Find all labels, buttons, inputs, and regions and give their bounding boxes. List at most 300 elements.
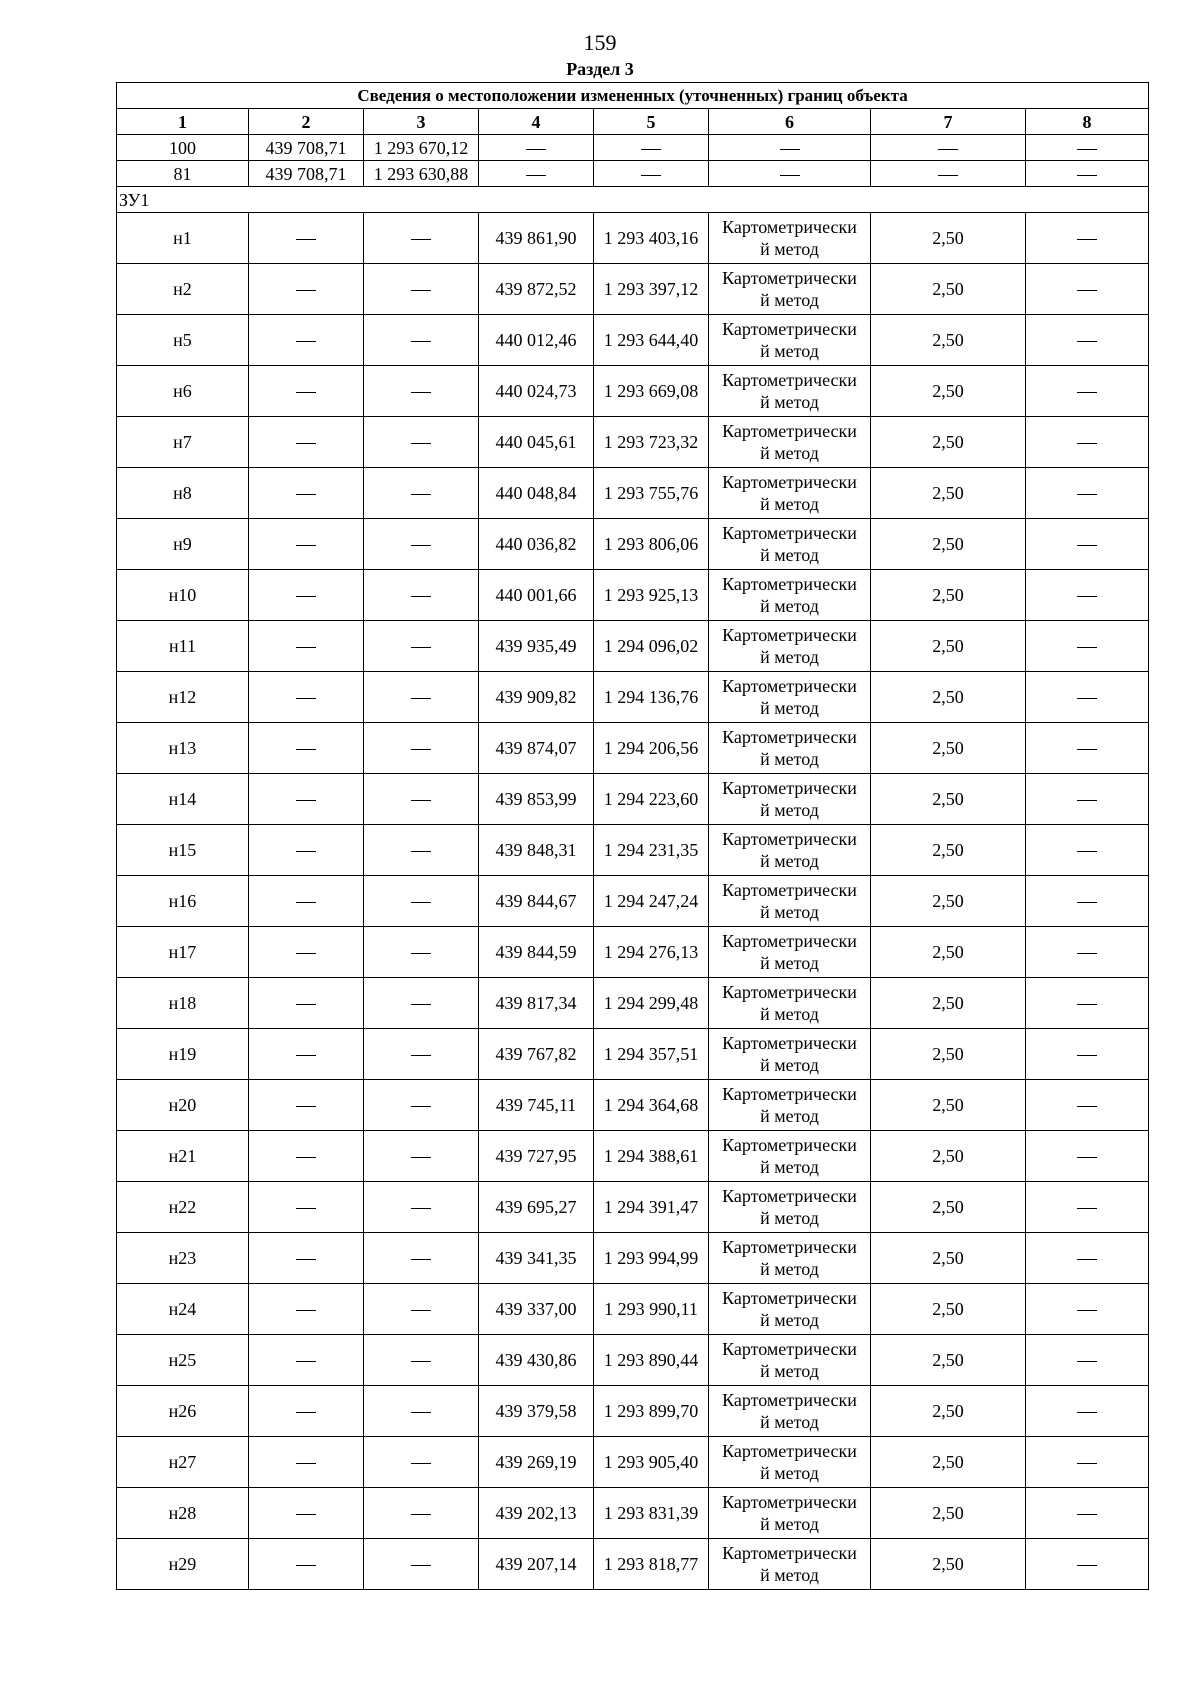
accuracy-cell: 2,50 (871, 1029, 1026, 1080)
table-row (117, 315, 1149, 366)
method-line: Картометрически (722, 1492, 857, 1512)
new-y: 1 293 723,32 (594, 417, 709, 468)
description-cell (1026, 366, 1149, 417)
accuracy-cell: 2,50 (871, 519, 1026, 570)
dash-mark (641, 175, 661, 176)
point-number: н22 (117, 1182, 249, 1233)
method-cell (709, 519, 871, 570)
dash-mark (296, 443, 316, 444)
point-number: н5 (117, 315, 249, 366)
new-x: 439 848,31 (479, 825, 594, 876)
dash-mark (296, 392, 316, 393)
method-cell (709, 1182, 871, 1233)
method-line: й метод (760, 1361, 819, 1381)
new-y: 1 294 231,35 (594, 825, 709, 876)
dash-mark (296, 1106, 316, 1107)
method-line: й метод (760, 443, 819, 463)
existing-x (249, 417, 364, 468)
method-line: Картометрически (722, 1543, 857, 1563)
new-y: 1 294 364,68 (594, 1080, 709, 1131)
dash-mark (780, 175, 800, 176)
existing-x (249, 978, 364, 1029)
point-number: н10 (117, 570, 249, 621)
accuracy-cell: 2,50 (871, 417, 1026, 468)
method-line: Картометрически (722, 1084, 857, 1104)
dash-mark (296, 1004, 316, 1005)
new-x (479, 135, 594, 161)
new-x: 439 379,58 (479, 1386, 594, 1437)
new-y (594, 161, 709, 187)
group-label: ЗУ1 (117, 187, 1149, 213)
method-line: й метод (760, 1208, 819, 1228)
dash-mark (1077, 290, 1097, 291)
existing-y (364, 876, 479, 927)
point-number: н7 (117, 417, 249, 468)
method-line: Картометрически (722, 472, 857, 492)
new-y: 1 294 276,13 (594, 927, 709, 978)
method-line: Картометрически (722, 574, 857, 594)
dash-mark (780, 149, 800, 150)
description-cell (1026, 468, 1149, 519)
method-line: Картометрически (722, 523, 857, 543)
group-row (117, 187, 1149, 213)
new-x: 440 001,66 (479, 570, 594, 621)
description-cell (1026, 774, 1149, 825)
new-y: 1 294 391,47 (594, 1182, 709, 1233)
existing-x (249, 1080, 364, 1131)
new-y: 1 293 806,06 (594, 519, 709, 570)
existing-x: 439 708,71 (249, 135, 364, 161)
description-cell (1026, 723, 1149, 774)
description-cell (1026, 1386, 1149, 1437)
dash-mark (1077, 1463, 1097, 1464)
method-line: Картометрически (722, 982, 857, 1002)
existing-y (364, 723, 479, 774)
dash-mark (938, 175, 958, 176)
description-cell (1026, 1029, 1149, 1080)
new-y: 1 294 247,24 (594, 876, 709, 927)
existing-y (364, 366, 479, 417)
dash-mark (411, 443, 431, 444)
method-line: й метод (760, 341, 819, 361)
existing-y (364, 774, 479, 825)
existing-y (364, 1131, 479, 1182)
dash-mark (411, 1463, 431, 1464)
method-cell (709, 1437, 871, 1488)
dash-mark (411, 392, 431, 393)
description-cell (1026, 1233, 1149, 1284)
table-caption: Сведения о местоположении измененных (уточненных) границ объекта (117, 83, 1149, 109)
existing-x (249, 213, 364, 264)
new-x: 439 935,49 (479, 621, 594, 672)
method-cell (709, 1284, 871, 1335)
existing-x (249, 1182, 364, 1233)
table-row (117, 161, 1149, 187)
accuracy-cell: 2,50 (871, 570, 1026, 621)
method-line: й метод (760, 290, 819, 310)
dash-mark (296, 1514, 316, 1515)
existing-y (364, 417, 479, 468)
page-number: 159 (583, 30, 617, 55)
dash-mark (1077, 1004, 1097, 1005)
accuracy-cell (871, 161, 1026, 187)
dash-mark (296, 647, 316, 648)
description-cell (1026, 1335, 1149, 1386)
dash-mark (296, 290, 316, 291)
existing-y (364, 1080, 479, 1131)
existing-y (364, 264, 479, 315)
method-cell (709, 468, 871, 519)
new-y: 1 293 890,44 (594, 1335, 709, 1386)
dash-mark (411, 1157, 431, 1158)
point-number: н27 (117, 1437, 249, 1488)
method-line: Картометрически (722, 217, 857, 237)
existing-y (364, 315, 479, 366)
method-cell (709, 570, 871, 621)
column-header: 3 (364, 109, 479, 135)
point-number: н1 (117, 213, 249, 264)
dash-mark (411, 1412, 431, 1413)
existing-y (364, 468, 479, 519)
method-line: Картометрически (722, 931, 857, 951)
point-number: н8 (117, 468, 249, 519)
accuracy-cell (871, 135, 1026, 161)
new-y: 1 294 206,56 (594, 723, 709, 774)
existing-x (249, 1335, 364, 1386)
dash-mark (1077, 1514, 1097, 1515)
method-line: й метод (760, 1463, 819, 1483)
accuracy-cell: 2,50 (871, 876, 1026, 927)
new-x: 439 861,90 (479, 213, 594, 264)
method-line: й метод (760, 1259, 819, 1279)
dash-mark (296, 749, 316, 750)
table-row (117, 570, 1149, 621)
description-cell (1026, 978, 1149, 1029)
method-line: й метод (760, 851, 819, 871)
dash-mark (411, 341, 431, 342)
method-cell (709, 876, 871, 927)
point-number: н19 (117, 1029, 249, 1080)
point-number: н15 (117, 825, 249, 876)
dash-mark (296, 341, 316, 342)
accuracy-cell: 2,50 (871, 315, 1026, 366)
dash-mark (1077, 149, 1097, 150)
method-line: Картометрически (722, 727, 857, 747)
method-line: й метод (760, 647, 819, 667)
new-y: 1 293 994,99 (594, 1233, 709, 1284)
method-line: Картометрически (722, 1186, 857, 1206)
dash-mark (1077, 392, 1097, 393)
existing-y (364, 1386, 479, 1437)
description-cell (1026, 1488, 1149, 1539)
boundary-table (116, 82, 1149, 1590)
method-line: Картометрически (722, 880, 857, 900)
new-y: 1 293 925,13 (594, 570, 709, 621)
existing-x (249, 366, 364, 417)
method-line: Картометрически (722, 1288, 857, 1308)
method-line: Картометрически (722, 1339, 857, 1359)
dash-mark (296, 1412, 316, 1413)
table-row (117, 468, 1149, 519)
description-cell (1026, 621, 1149, 672)
table-row (117, 978, 1149, 1029)
description-cell (1026, 1131, 1149, 1182)
new-x: 439 430,86 (479, 1335, 594, 1386)
new-y: 1 293 403,16 (594, 213, 709, 264)
existing-x (249, 1131, 364, 1182)
dash-mark (1077, 1361, 1097, 1362)
dash-mark (411, 1055, 431, 1056)
dash-mark (296, 596, 316, 597)
new-x: 439 872,52 (479, 264, 594, 315)
new-y: 1 294 299,48 (594, 978, 709, 1029)
point-number: н11 (117, 621, 249, 672)
dash-mark (296, 1259, 316, 1260)
accuracy-cell: 2,50 (871, 1488, 1026, 1539)
description-cell (1026, 1080, 1149, 1131)
dash-mark (1077, 1208, 1097, 1209)
dash-mark (411, 1259, 431, 1260)
existing-y (364, 1539, 479, 1590)
table-row (117, 366, 1149, 417)
method-line: й метод (760, 1565, 819, 1585)
dash-mark (1077, 1259, 1097, 1260)
method-line: й метод (760, 1412, 819, 1432)
accuracy-cell: 2,50 (871, 1131, 1026, 1182)
dash-mark (296, 1055, 316, 1056)
new-y: 1 293 990,11 (594, 1284, 709, 1335)
method-line: й метод (760, 902, 819, 922)
method-cell (709, 1080, 871, 1131)
new-y: 1 294 136,76 (594, 672, 709, 723)
point-number: н12 (117, 672, 249, 723)
description-cell (1026, 876, 1149, 927)
method-line: й метод (760, 1514, 819, 1534)
method-line: Картометрически (722, 829, 857, 849)
method-line: й метод (760, 698, 819, 718)
existing-x (249, 774, 364, 825)
accuracy-cell: 2,50 (871, 1335, 1026, 1386)
method-cell (709, 1539, 871, 1590)
dash-mark (296, 800, 316, 801)
dash-mark (411, 749, 431, 750)
table-row (117, 927, 1149, 978)
method-line: Картометрически (722, 421, 857, 441)
existing-y (364, 570, 479, 621)
dash-mark (1077, 1055, 1097, 1056)
dash-mark (296, 1157, 316, 1158)
table-row (117, 1080, 1149, 1131)
new-y: 1 293 644,40 (594, 315, 709, 366)
existing-x (249, 519, 364, 570)
table-row (117, 1131, 1149, 1182)
table-row (117, 774, 1149, 825)
existing-x (249, 1029, 364, 1080)
new-x: 439 853,99 (479, 774, 594, 825)
existing-y (364, 1182, 479, 1233)
new-x: 440 036,82 (479, 519, 594, 570)
dash-mark (411, 1004, 431, 1005)
existing-x (249, 723, 364, 774)
description-cell (1026, 825, 1149, 876)
method-cell (709, 135, 871, 161)
existing-y (364, 927, 479, 978)
dash-mark (296, 1361, 316, 1362)
table-row (117, 1386, 1149, 1437)
existing-y (364, 672, 479, 723)
method-line: Картометрически (722, 1033, 857, 1053)
table-row (117, 135, 1149, 161)
method-line: й метод (760, 545, 819, 565)
column-header: 1 (117, 109, 249, 135)
column-header: 5 (594, 109, 709, 135)
method-line: й метод (760, 800, 819, 820)
method-cell (709, 927, 871, 978)
dash-mark (1077, 1157, 1097, 1158)
description-cell (1026, 135, 1149, 161)
table-row (117, 1284, 1149, 1335)
method-cell (709, 417, 871, 468)
accuracy-cell: 2,50 (871, 1080, 1026, 1131)
point-number: н28 (117, 1488, 249, 1539)
new-y: 1 294 388,61 (594, 1131, 709, 1182)
dash-mark (1077, 800, 1097, 801)
new-x: 439 745,11 (479, 1080, 594, 1131)
point-number: н14 (117, 774, 249, 825)
existing-x (249, 621, 364, 672)
dash-mark (1077, 443, 1097, 444)
existing-y (364, 519, 479, 570)
method-line: Картометрически (722, 268, 857, 288)
dash-mark (411, 494, 431, 495)
dash-mark (1077, 494, 1097, 495)
description-cell (1026, 264, 1149, 315)
method-line: й метод (760, 1310, 819, 1330)
method-cell (709, 774, 871, 825)
accuracy-cell: 2,50 (871, 264, 1026, 315)
dash-mark (296, 545, 316, 546)
existing-y (364, 621, 479, 672)
accuracy-cell: 2,50 (871, 1182, 1026, 1233)
column-header: 7 (871, 109, 1026, 135)
dash-mark (411, 596, 431, 597)
method-cell (709, 213, 871, 264)
existing-x (249, 876, 364, 927)
description-cell (1026, 672, 1149, 723)
table-row (117, 621, 1149, 672)
method-line: Картометрически (722, 676, 857, 696)
table-row (117, 1233, 1149, 1284)
method-line: Картометрически (722, 1441, 857, 1461)
existing-x (249, 1437, 364, 1488)
method-line: Картометрически (722, 319, 857, 339)
dash-mark (296, 1310, 316, 1311)
dash-mark (411, 1565, 431, 1566)
existing-x (249, 825, 364, 876)
dash-mark (1077, 953, 1097, 954)
table-row (117, 1029, 1149, 1080)
new-x: 439 207,14 (479, 1539, 594, 1590)
existing-y (364, 213, 479, 264)
dash-mark (411, 1514, 431, 1515)
new-x: 439 817,34 (479, 978, 594, 1029)
new-y: 1 293 905,40 (594, 1437, 709, 1488)
dash-mark (1077, 175, 1097, 176)
table-row (117, 825, 1149, 876)
new-y: 1 293 755,76 (594, 468, 709, 519)
method-line: Картометрически (722, 370, 857, 390)
new-x: 439 767,82 (479, 1029, 594, 1080)
method-cell (709, 264, 871, 315)
dash-mark (526, 175, 546, 176)
point-number: н16 (117, 876, 249, 927)
dash-mark (296, 851, 316, 852)
existing-x (249, 927, 364, 978)
table-row (117, 264, 1149, 315)
dash-mark (411, 545, 431, 546)
point-number: н24 (117, 1284, 249, 1335)
dash-mark (296, 239, 316, 240)
dash-mark (411, 800, 431, 801)
column-header: 6 (709, 109, 871, 135)
column-header: 4 (479, 109, 594, 135)
dash-mark (641, 149, 661, 150)
dash-mark (296, 1565, 316, 1566)
dash-mark (296, 1463, 316, 1464)
new-y: 1 293 831,39 (594, 1488, 709, 1539)
method-line: й метод (760, 1004, 819, 1024)
section-title: Раздел 3 (566, 59, 634, 79)
existing-x (249, 1233, 364, 1284)
new-x: 439 874,07 (479, 723, 594, 774)
description-cell (1026, 927, 1149, 978)
point-number: н9 (117, 519, 249, 570)
dash-mark (411, 851, 431, 852)
new-x: 439 727,95 (479, 1131, 594, 1182)
new-y: 1 293 818,77 (594, 1539, 709, 1590)
dash-mark (411, 953, 431, 954)
point-number: н25 (117, 1335, 249, 1386)
method-cell (709, 1488, 871, 1539)
table-row (117, 876, 1149, 927)
table-caption-row (117, 83, 1149, 109)
existing-y (364, 1284, 479, 1335)
column-header: 8 (1026, 109, 1149, 135)
point-number: н26 (117, 1386, 249, 1437)
dash-mark (1077, 545, 1097, 546)
method-cell (709, 1131, 871, 1182)
method-line: й метод (760, 596, 819, 616)
accuracy-cell: 2,50 (871, 1386, 1026, 1437)
table-row (117, 1335, 1149, 1386)
dash-mark (411, 1208, 431, 1209)
table-row (117, 1182, 1149, 1233)
accuracy-cell: 2,50 (871, 468, 1026, 519)
existing-y (364, 1488, 479, 1539)
dash-mark (1077, 239, 1097, 240)
existing-x (249, 1488, 364, 1539)
accuracy-cell: 2,50 (871, 1233, 1026, 1284)
dash-mark (411, 239, 431, 240)
existing-x (249, 315, 364, 366)
table-row (117, 519, 1149, 570)
new-y (594, 135, 709, 161)
dash-mark (1077, 596, 1097, 597)
new-x: 439 695,27 (479, 1182, 594, 1233)
dash-mark (411, 1310, 431, 1311)
dash-mark (296, 902, 316, 903)
table-row (117, 1488, 1149, 1539)
